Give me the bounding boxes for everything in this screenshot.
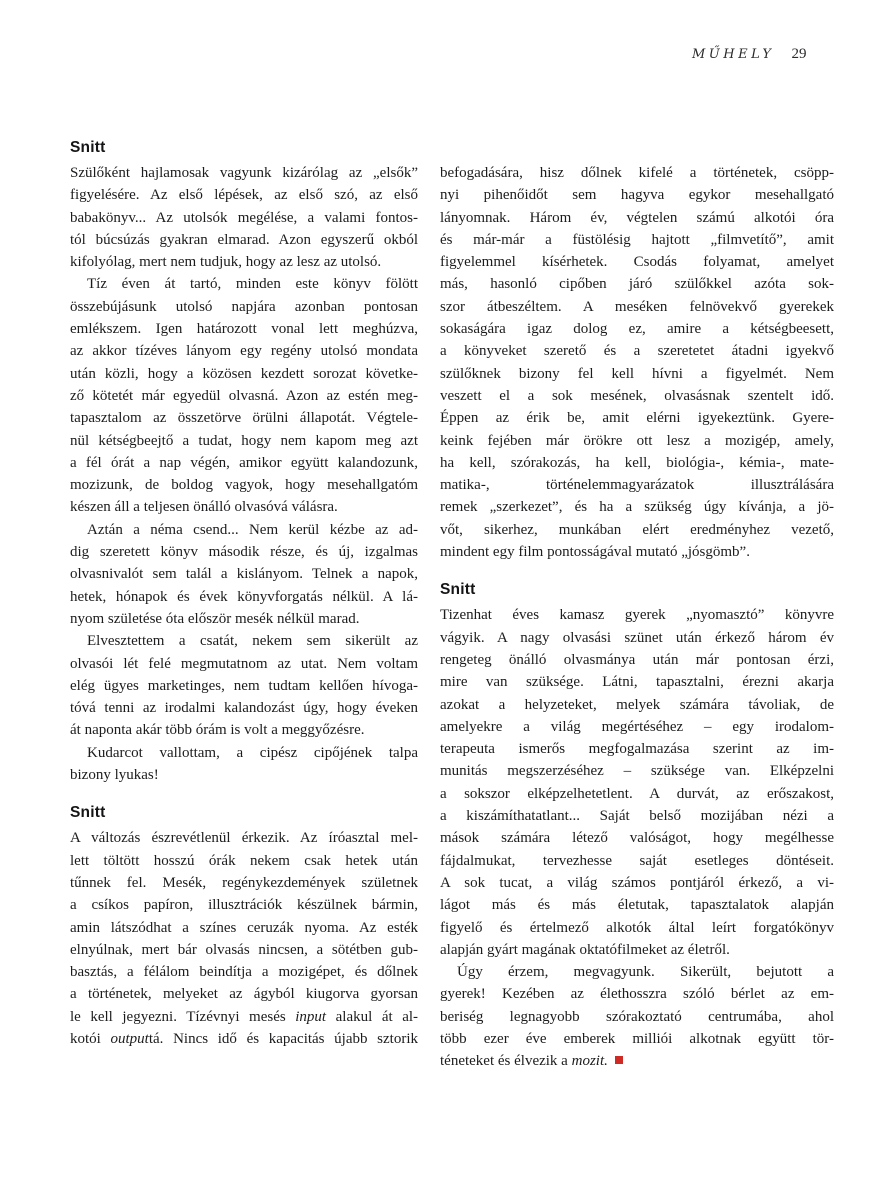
text-segment: és már-már a füstölésig hajtott „filmvetítő”, amit (440, 231, 834, 248)
text-line (70, 229, 418, 251)
text-segment: nyom születése óta először mesék nélkül marad. (70, 610, 360, 627)
text-segment: munitás megszerzéséhez – szüksége van. Elképzelni (440, 763, 834, 780)
text-line (440, 519, 834, 541)
text-segment: elég ügyes marketinges, nem tudtam kellően hívoga- (70, 677, 418, 694)
text-segment: a sokszor elképzelhetetlent. A durvát, az erőszakost, (440, 785, 834, 802)
text-line (440, 207, 834, 229)
text-line (440, 827, 834, 849)
text-line (440, 716, 834, 738)
text-segment: olvasnivalót sem talál a kislányom. Telnek a napok, (70, 566, 418, 583)
text-segment: alakul át al- (326, 1008, 419, 1025)
text-line (70, 563, 418, 585)
text-line (70, 719, 418, 741)
text-segment: több ezer éve emberek milliói alkotnak együtt tör- (440, 1030, 834, 1047)
text-line (440, 939, 834, 961)
text-line (70, 385, 418, 407)
text-segment: figyelemmel kísérhetek. Csodás folyamat, amelyet (440, 254, 834, 271)
text-line (440, 694, 834, 716)
text-line (70, 273, 418, 295)
text-segment: kifolyólag, mert nem tudjuk, hogy az lesz az utolsó. (70, 254, 382, 271)
text-line (70, 742, 418, 764)
text-line (440, 649, 834, 671)
text-line (70, 697, 418, 719)
section-heading: Snitt (70, 139, 106, 156)
text-line (70, 452, 418, 474)
text-segment: vágyik. A nagy olvasási szünet után érkező három év (440, 629, 834, 646)
text-line (440, 627, 834, 649)
text-segment: emlékszem. Igen határozott vonal lett meghúzva, (70, 321, 418, 338)
text-line (440, 783, 834, 805)
text-line (440, 1028, 834, 1050)
text-segment: fájdalmukat, tervezhesse saját esetleges döntéseit. (440, 852, 834, 869)
text-segment: lett töltött hosszú órák nekem csak hetek után (70, 852, 418, 869)
text-line (440, 604, 834, 626)
text-segment: A sok tucat, a világ számos pontjáról érkező, a vi- (440, 874, 834, 891)
text-segment: mindent egy film pontosságával mutató „jósgömb”. (440, 544, 750, 561)
italic-term: input (295, 1008, 327, 1025)
text-segment: lányomnak. Három év, végtelen számú alkotói óra (440, 209, 834, 226)
text-line (70, 608, 418, 630)
text-segment: Tizenhat éves kamasz gyerek „nyomasztó” könyvre (440, 607, 834, 624)
left-text-column (70, 136, 418, 1050)
text-segment: remek „szerkezet”, és ha a szükség úgy kívánja, a jö- (440, 499, 834, 516)
text-segment: alapján gyárt magának oktatófilmeket az életről. (440, 941, 730, 958)
text-segment: basztás, a félálom beindítja a mozigépet, és dőlnek (70, 964, 418, 981)
text-line (70, 251, 418, 273)
text-line (70, 675, 418, 697)
text-segment: tapasztalom az összetörve örülni állapotát. Végtele- (70, 410, 418, 427)
text-line (70, 340, 418, 362)
text-line (70, 162, 418, 184)
text-line (70, 653, 418, 675)
text-segment: lágot más és más életutak, tapasztalatok alapján (440, 897, 834, 914)
text-segment: a történetek, melyeket az ágyból kiugorva gyorsan (70, 986, 418, 1003)
text-segment: más, hasonló cipőben járó szülőkkel azóta sok- (440, 276, 834, 293)
text-line (70, 983, 418, 1005)
text-line (440, 917, 834, 939)
text-segment: mire van szüksége. Látni, tapasztalni, érezni akarja (440, 674, 834, 691)
text-line (70, 850, 418, 872)
text-line (70, 1006, 418, 1028)
text-segment: az akkor tízéves lányom egy regény utolsó mondata (70, 343, 418, 360)
text-segment: a csíkos papíron, illusztrációk készülnek bármin, (70, 897, 418, 914)
text-segment: nyi pihenőidőt sem hagyva egykor mesehallgató (440, 187, 834, 204)
text-segment: Úgy érzem, megvagyunk. Sikerült, bejutott a (457, 964, 834, 981)
text-line (70, 519, 418, 541)
text-line (70, 630, 418, 652)
text-line (440, 850, 834, 872)
text-line (440, 184, 834, 206)
text-line (440, 1006, 834, 1028)
text-segment: Aztán a néma csend... Nem kerül kézbe az ad- (87, 521, 418, 538)
text-segment: figyelő és értelmező alkotók által leírt forgatókönyv (440, 919, 834, 936)
text-segment: Elvesztettem a csatát, nekem sem sikerült az (87, 633, 418, 650)
text-segment: matika-, történelemmagyarázatok illusztrálására (440, 477, 834, 494)
text-segment: amin látszódhat a színes ceruzák nyoma. Az esték (70, 919, 418, 936)
text-segment: tóvá tenni az irodalmi kalandozást úgy, hogy éveken (70, 700, 418, 717)
text-line (70, 917, 418, 939)
text-line (70, 961, 418, 983)
text-line (70, 764, 418, 786)
text-line (440, 340, 834, 362)
text-line (70, 1028, 418, 1050)
text-segment: veszett el a sok mesének, olvasásnak szentelt idő. (440, 387, 834, 404)
text-segment: terapeuta ismerős megfogalmazása szerint az im- (440, 741, 834, 758)
text-line (440, 671, 834, 693)
text-segment: Éppen az érik be, amit elérni igyekeztünk. Gyere- (440, 410, 834, 427)
text-segment: A változás észrevétlenül érkezik. Az íróasztal mel- (70, 830, 418, 847)
text-line (440, 318, 834, 340)
text-line (70, 939, 418, 961)
text-segment: tá. Nincs idő és kapacitás újabb sztorik (148, 1030, 418, 1047)
text-segment: át naponta akár több órám is volt a meggyőzésre. (70, 722, 365, 739)
text-line (440, 894, 834, 916)
text-segment: Tíz éven át tartó, minden este könyv fölött (87, 276, 418, 293)
section-heading: Snitt (70, 804, 106, 822)
text-segment: amelyekre a világ megértéséhez – egy irodalom- (440, 718, 834, 735)
text-line (70, 430, 418, 452)
text-line (440, 474, 834, 496)
section-heading: Snitt (440, 581, 476, 599)
text-segment: ző kötetét már egyedül olvasná. Azon az estén meg- (70, 387, 418, 404)
running-header (692, 46, 806, 63)
text-line (440, 496, 834, 518)
text-line (70, 541, 418, 563)
text-line (70, 496, 418, 518)
text-segment: azokat a helyzeteket, melyek számára távoliak, de (440, 696, 834, 713)
text-segment: tűnnek fel. Mesék, regénykezdemények születnek (70, 874, 418, 891)
text-segment: tól búcsúzás gyakran elmarad. Azon egyszerű okból (70, 231, 418, 248)
text-line (440, 162, 834, 184)
journal-name: MŰHELY (692, 47, 775, 62)
text-segment: vőt, sikerhez, munkában elért eredményhez vezető, (440, 521, 834, 538)
text-line (440, 760, 834, 782)
text-segment: Kudarcot vallottam, a cipész cipőjének talpa (87, 744, 418, 761)
text-line (440, 229, 834, 251)
text-line (440, 872, 834, 894)
page-number: 29 (791, 46, 807, 62)
text-segment: a fél órát a nap végén, amikor együtt kalandozunk, (70, 454, 418, 471)
text-line (440, 983, 834, 1005)
text-segment: nül kétségbeejtő a tudat, hogy nem kapom meg azt (70, 432, 418, 449)
text-line (440, 961, 834, 983)
text-segment: beriség legnagyobb szórakoztató centrumába, ahol (440, 1008, 834, 1025)
italic-term: mozit. (571, 1053, 608, 1070)
text-line (440, 296, 834, 318)
text-segment: kotói (70, 1030, 111, 1047)
text-segment: keink fejében már örökre ott lesz a mozigép, amely, (440, 432, 834, 449)
text-segment: sokaságára igaz dolog ez, amire a kétségbeesett, (440, 321, 834, 338)
text-segment: hetek, hónapok és évek könyvforgatás nélkül. A lá- (70, 588, 418, 605)
text-segment: elnyúlnak, mert bár olvasás nincsen, a sötétben gub- (70, 941, 418, 958)
text-line (440, 407, 834, 429)
right-text-column (440, 162, 834, 1073)
text-segment: a könyveket szerető és a szeretetet átadni igyekvő (440, 343, 834, 360)
text-segment: olvasói lét felé megmutatnom az utat. Nem voltam (70, 655, 418, 672)
text-segment: mások számára létező valóságot, hogy megélhesse (440, 830, 834, 847)
text-line (440, 385, 834, 407)
text-segment: bizony lyukas! (70, 767, 159, 784)
text-segment: dig szeretett könyv második része, és új, izgalmas (70, 544, 418, 561)
text-line (440, 738, 834, 760)
text-line (440, 805, 834, 827)
text-segment: mozizunk, de boldog vagyok, hogy mesehallgatóm (70, 477, 418, 494)
text-segment: készen áll a teljesen önálló olvasóvá válásra. (70, 499, 338, 516)
text-line (440, 452, 834, 474)
text-segment: szor átbeszéltem. A meséken felnövekvő gyerekek (440, 298, 834, 315)
text-line (70, 184, 418, 206)
text-line (70, 894, 418, 916)
text-line (70, 296, 418, 318)
text-segment: le kell jegyezni. Tízévnyi mesés (70, 1008, 296, 1025)
text-line (70, 318, 418, 340)
italic-term: output (110, 1030, 149, 1047)
text-line (440, 1050, 834, 1072)
text-line (440, 273, 834, 295)
text-line (440, 541, 834, 563)
text-segment: babakönyv... Az utolsók megélése, a valami fontos- (70, 209, 418, 226)
text-segment: szülőknek bizony fel kell hívni a figyelmét. Nem (440, 365, 834, 382)
text-line (70, 872, 418, 894)
text-line (440, 363, 834, 385)
text-line (440, 251, 834, 273)
text-segment: gyerek! Kezében az élethosszra szóló bérlet az em- (440, 986, 834, 1003)
text-segment: összebújásunk utolsó napjára azonban pontosan (70, 298, 418, 315)
text-segment: ha kell, szórakozás, ha kell, biológia-, kémia-, mate- (440, 454, 834, 471)
text-segment: a kiszámíthatatlant... Saját belső mozijában nézi a (440, 808, 834, 825)
text-segment: figyelésére. Az első lépések, az első szó, az első (70, 187, 418, 204)
text-line (70, 407, 418, 429)
text-line (70, 207, 418, 229)
text-line (70, 586, 418, 608)
text-line (440, 430, 834, 452)
end-of-article-marker (615, 1056, 623, 1064)
text-segment: után közli, hogy a közösen kezdett sorozat követke- (70, 365, 418, 382)
text-line (70, 363, 418, 385)
text-segment: befogadására, hisz dőlnek kifelé a történetek, csöpp- (440, 165, 834, 181)
text-segment: téneteket és élvezik a (440, 1053, 572, 1070)
text-segment: rengeteg önálló olvasmánya után már pontosan érzi, (440, 651, 834, 668)
text-line (70, 827, 418, 849)
text-segment: Szülőként hajlamosak vagyunk kizárólag az „elsők” (70, 165, 418, 181)
text-line (70, 474, 418, 496)
